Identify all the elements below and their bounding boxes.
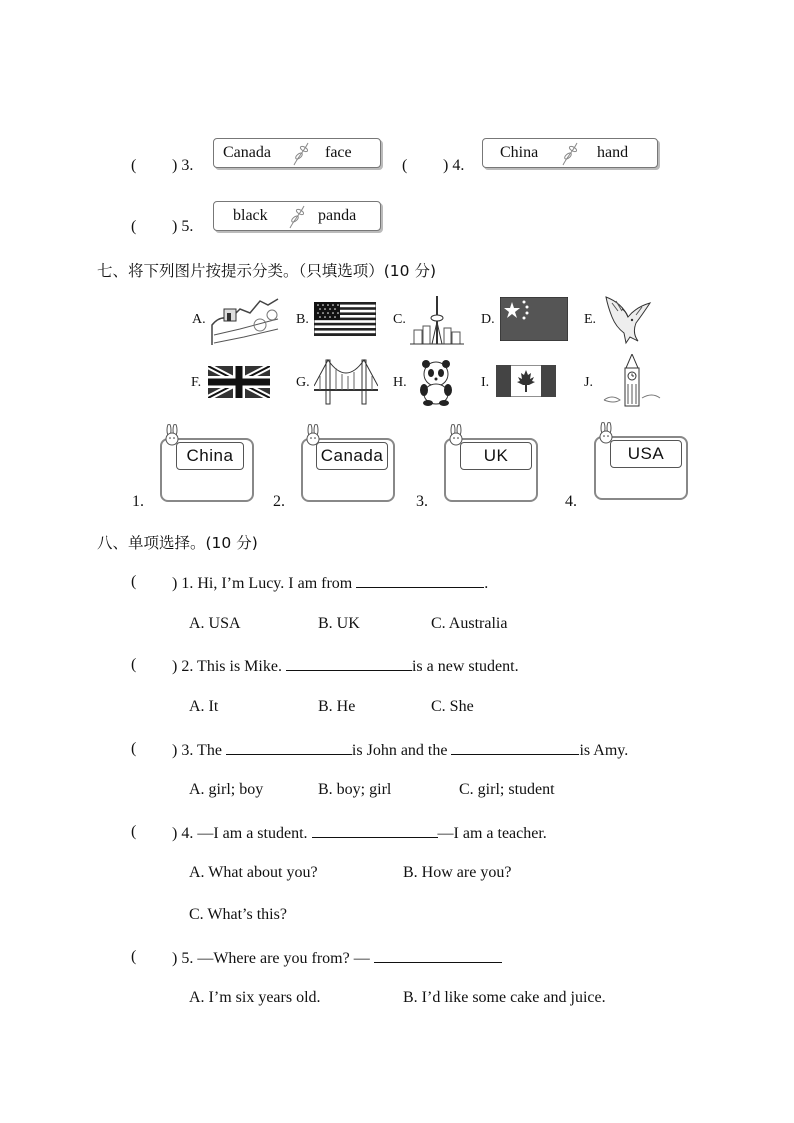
option-b[interactable]: B. I’d like some cake and juice. (403, 989, 606, 1006)
great-wall-icon (210, 295, 280, 347)
pic-letter-b: B. (296, 312, 309, 327)
answer-blank[interactable] (312, 823, 438, 838)
leaf-icon (559, 141, 581, 167)
pic-letter-c: C. (393, 312, 406, 327)
leaf-icon (286, 204, 308, 230)
answer-paren-open[interactable]: ( (131, 823, 137, 840)
answer-paren-open[interactable]: ( (131, 573, 137, 590)
pic-letter-h: H. (393, 375, 407, 390)
question-number: ) 3. (172, 742, 194, 759)
question-number: ) 5. (172, 218, 194, 235)
answer-paren-open[interactable]: ( (131, 157, 137, 174)
question-stem-end: is Amy. (579, 742, 629, 759)
word-left: black (233, 207, 268, 224)
leaf-icon (290, 141, 312, 167)
answer-blank[interactable] (374, 948, 502, 963)
question-text (172, 573, 488, 593)
answer-paren-open[interactable]: ( (131, 948, 137, 965)
option-c[interactable]: C. Australia (431, 615, 508, 632)
word-left: China (500, 144, 539, 161)
china-flag-icon (500, 297, 568, 341)
option-b[interactable]: B. boy; girl (318, 781, 392, 798)
pic-letter-f: F. (191, 375, 202, 390)
option-b[interactable]: B. He (318, 698, 356, 715)
question-number: ) 5. (172, 950, 194, 967)
question-number: ) 1. (172, 575, 194, 592)
option-a[interactable]: A. girl; boy (189, 781, 264, 798)
option-c[interactable]: C. girl; student (459, 781, 555, 798)
pic-letter-d: D. (481, 312, 495, 327)
option-a[interactable]: A. USA (189, 615, 241, 632)
word-card (482, 138, 658, 168)
word-right: face (325, 144, 352, 161)
answer-paren-open[interactable]: ( (131, 656, 137, 673)
canada-flag-icon (496, 365, 556, 397)
panda-icon (414, 358, 458, 406)
answer-blank[interactable] (451, 740, 579, 755)
usa-flag-icon (314, 302, 376, 336)
category-number: 4. (565, 493, 577, 510)
category-number: 2. (273, 493, 285, 510)
eagle-icon (602, 293, 652, 345)
question-stem-end: —I am a teacher. (437, 825, 547, 842)
option-a[interactable]: A. What about you? (189, 864, 318, 881)
section-7-heading: 七、将下列图片按提示分类。（只填选项）(10 分) (97, 262, 436, 280)
cn-tower-icon (410, 296, 464, 346)
answer-paren-open[interactable]: ( (131, 218, 137, 235)
pic-letter-g: G. (296, 375, 310, 390)
pic-letter-j: J. (584, 375, 593, 390)
question-stem: —Where are you from? — (197, 950, 374, 967)
question-stem: The (197, 742, 226, 759)
pic-letter-e: E. (584, 312, 597, 327)
uk-flag-icon (208, 366, 270, 398)
pic-letter-i: I. (481, 375, 490, 390)
question-text (172, 740, 628, 760)
category-label: Canada (316, 442, 388, 470)
word-card (213, 201, 381, 231)
question-number: ) 4. (443, 157, 465, 174)
question-stem: Hi, I’m Lucy. I am from (197, 575, 357, 592)
question-number: ) 3. (172, 157, 194, 174)
section-8-heading: 八、单项选择。(10 分) (97, 534, 258, 552)
word-left: Canada (223, 144, 271, 161)
answer-paren-open[interactable]: ( (402, 157, 408, 174)
pic-letter-a: A. (192, 312, 206, 327)
category-label: USA (610, 440, 682, 468)
category-label: UK (460, 442, 532, 470)
option-b[interactable]: B. UK (318, 615, 360, 632)
question-stem-end: . (484, 575, 489, 592)
category-number: 1. (132, 493, 144, 510)
question-text (172, 823, 547, 843)
option-c[interactable]: C. She (431, 698, 474, 715)
category-label: China (176, 442, 244, 470)
golden-gate-bridge-icon (314, 356, 378, 406)
word-right: hand (597, 144, 629, 161)
question-number: ) 4. (172, 825, 194, 842)
answer-blank[interactable] (356, 573, 484, 588)
option-a[interactable]: A. I’m six years old. (189, 989, 321, 1006)
question-stem-end: is a new student. (411, 658, 519, 675)
answer-blank[interactable] (286, 656, 412, 671)
question-stem: —I am a student. (197, 825, 312, 842)
question-stem: This is Mike. (197, 658, 286, 675)
question-text (172, 948, 502, 968)
big-ben-icon (602, 354, 662, 408)
answer-blank[interactable] (226, 740, 352, 755)
question-stem-middle: is John and the (351, 742, 452, 759)
option-a[interactable]: A. It (189, 698, 219, 715)
question-text (172, 656, 519, 676)
answer-paren-open[interactable]: ( (131, 740, 137, 757)
option-b[interactable]: B. How are you? (403, 864, 512, 881)
word-right: panda (318, 207, 357, 224)
word-card (213, 138, 381, 168)
option-c[interactable]: C. What’s this? (189, 906, 287, 923)
question-number: ) 2. (172, 658, 194, 675)
category-number: 3. (416, 493, 428, 510)
